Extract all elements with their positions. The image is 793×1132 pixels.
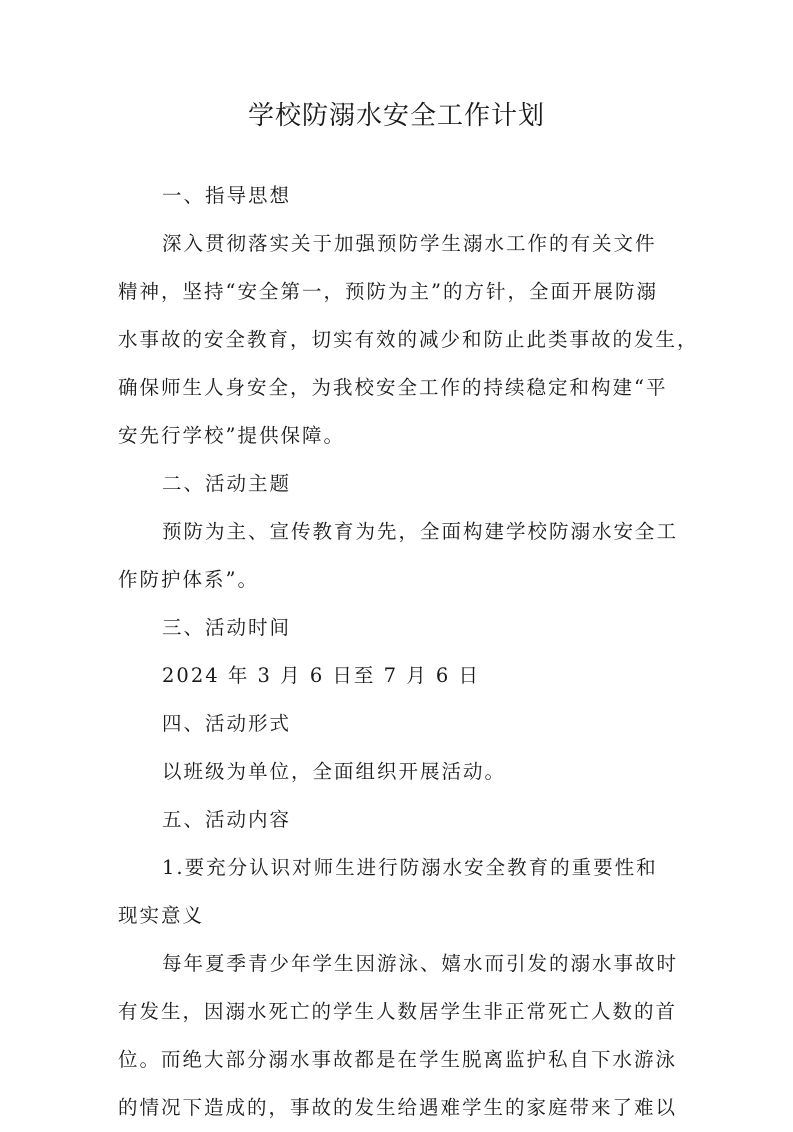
paragraph-line: 确保师生人身安全，为我校安全工作的持续稳定和构建“平 <box>118 376 668 399</box>
paragraph-line: 的情况下造成的，事故的发生给遇难学生的家庭带来了难以 <box>118 1096 678 1119</box>
paragraph-line: 每年夏季青少年学生因游泳、嬉水而引发的溺水事故时 <box>162 952 679 975</box>
paragraph-line: 水事故的安全教育，切实有效的减少和防止此类事故的发生， <box>118 328 699 351</box>
paragraph-line: 1.要充分认识对师生进行防溺水安全教育的重要性和 <box>162 856 658 879</box>
paragraph-line: 预防为主、宣传教育为先，全面构建学校防溺水安全工 <box>162 520 679 543</box>
document-body <box>118 172 699 1132</box>
section-heading-2: 二、活动主题 <box>162 472 292 495</box>
paragraph-line: 作防护体系”。 <box>118 568 259 591</box>
section-heading-5: 五、活动内容 <box>162 808 292 831</box>
paragraph-line: 深入贯彻落实关于加强预防学生溺水工作的有关文件 <box>162 232 657 255</box>
paragraph-line: 位。而绝大部分溺水事故都是在学生脱离监护私自下水游泳 <box>118 1048 678 1071</box>
paragraph-line: 现实意义 <box>118 904 205 927</box>
paragraph-line: 有发生，因溺水死亡的学生人数居学生非正常死亡人数的首 <box>118 1000 678 1023</box>
paragraph-line: 安先行学校”提供保障。 <box>118 424 345 447</box>
section-heading-1: 一、指导思想 <box>162 184 292 207</box>
paragraph-line: 2024 年 3 月 6 日至 7 月 6 日 <box>162 664 481 687</box>
section-heading-4: 四、活动形式 <box>162 712 292 735</box>
paragraph-line: 以班级为单位，全面组织开展活动。 <box>162 760 507 783</box>
section-heading-3: 三、活动时间 <box>162 616 292 639</box>
document-title: 学校防溺水安全工作计划 <box>247 101 545 131</box>
paragraph-line: 精神，坚持“安全第一，预防为主”的方针，全面开展防溺 <box>118 280 658 303</box>
